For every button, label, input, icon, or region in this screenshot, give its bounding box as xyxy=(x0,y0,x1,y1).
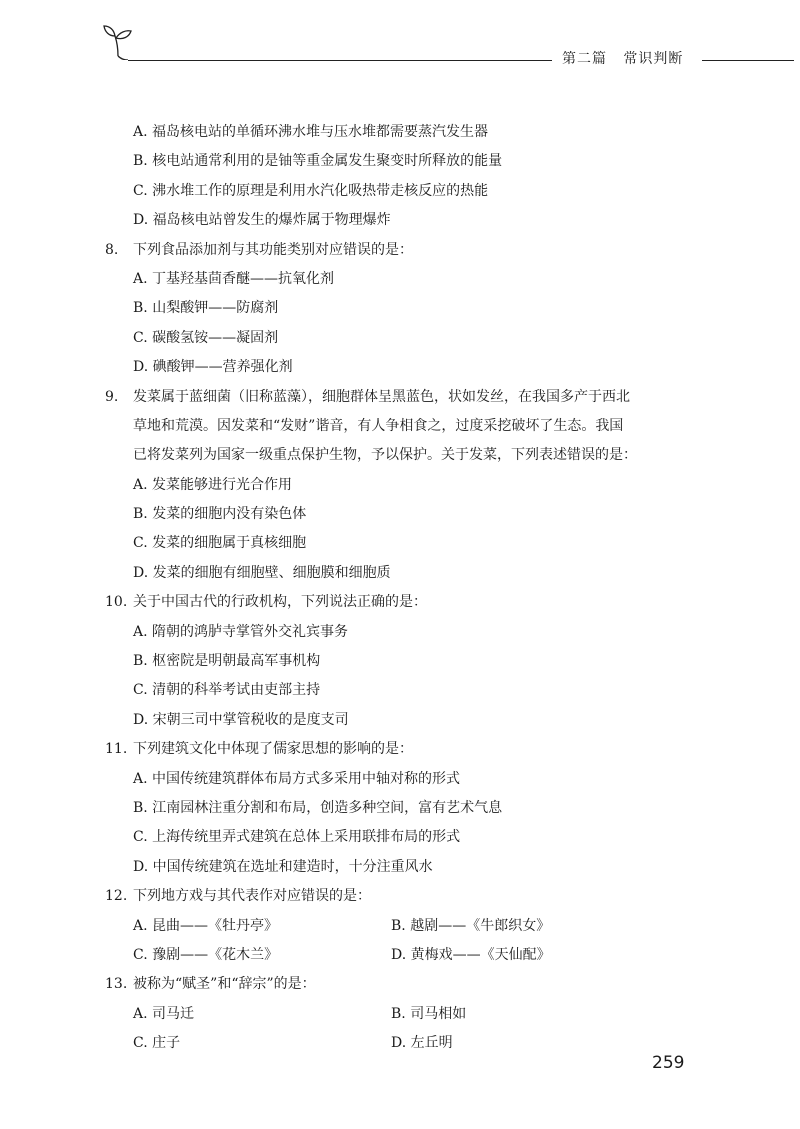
q12-option-a: A. 昆曲——《牡丹亭》 xyxy=(133,917,279,934)
q10-option-a: A. 隋朝的鸿胪寺掌管外交礼宾事务 xyxy=(133,623,349,640)
q9-stem-line-1 xyxy=(105,383,685,412)
q12-option-c: C. 豫剧——《花木兰》 xyxy=(133,946,279,963)
q9-option-a: A. 发菜能够进行光合作用 xyxy=(133,476,293,493)
q10-number: 10. xyxy=(105,594,128,611)
q11-option-d: D. 中国传统建筑在选址和建造时，十分注重风水 xyxy=(133,858,433,875)
q9-option-b: B. 发菜的细胞内没有染色体 xyxy=(133,506,307,523)
q8-option-c: C. 碳酸氢铵——凝固剂 xyxy=(133,329,279,346)
q10-option-d: D. 宋朝三司中掌管税收的是度支司 xyxy=(133,711,349,728)
q11-text: 下列建筑文化中体现了儒家思想的影响的是： xyxy=(133,741,413,758)
q7-option-a: A. 福岛核电站的单循环沸水堆与压水堆都需要蒸汽发生器 xyxy=(133,124,489,140)
q12-text: 下列地方戏与其代表作对应错误的是： xyxy=(133,888,371,905)
q11-option-a: A. 中国传统建筑群体布局方式多采用中轴对称的形式 xyxy=(133,770,461,787)
q13-number: 13. xyxy=(105,976,128,993)
q13-text: 被称为“赋圣”和“辞宗”的是： xyxy=(133,976,316,993)
q10-option-b: B. 枢密院是明朝最高军事机构 xyxy=(133,653,321,670)
q12-options-row-1 xyxy=(105,912,685,941)
header-section-title: 常识判断 xyxy=(623,51,684,67)
q11-number: 11. xyxy=(105,741,128,758)
question-list xyxy=(105,118,685,1059)
header-rule-right xyxy=(702,60,794,61)
q8-option-b: B. 山梨酸钾——防腐剂 xyxy=(133,300,279,317)
q10-stem xyxy=(105,588,685,617)
header-title xyxy=(562,48,683,68)
q8-option-a: A. 丁基羟基茴香醚——抗氧化剂 xyxy=(133,270,335,287)
q8-stem xyxy=(105,236,685,265)
q9-option-c: C. 发菜的细胞属于真核细胞 xyxy=(133,535,307,552)
q10-option-c: C. 清朝的科举考试由吏部主持 xyxy=(133,682,321,699)
q13-option-a: A. 司马迁 xyxy=(133,1005,195,1022)
q7-option-d: D. 福岛核电站曾发生的爆炸属于物理爆炸 xyxy=(133,212,391,229)
q7-option-b: B. 核电站通常利用的是铀等重金属发生聚变时所释放的能量 xyxy=(133,153,503,170)
q12-number: 12. xyxy=(105,888,128,905)
page-header xyxy=(0,0,800,80)
q9-stem-line-2: 草地和荒漠。因发菜和“发财”谐音，有人争相食之，过度采挖破坏了生态。我国 xyxy=(133,417,624,434)
q9-stem-line-3: 已将发菜列为国家一级重点保护生物，予以保护。关于发菜，下列表述错误的是： xyxy=(133,447,637,464)
q8-number: 8. xyxy=(105,241,119,258)
q9-number: 9. xyxy=(105,388,119,405)
q12-stem xyxy=(105,882,685,911)
q9-option-d: D. 发菜的细胞有细胞壁、细胞膜和细胞质 xyxy=(133,564,391,581)
q13-stem xyxy=(105,970,685,999)
q11-option-b: B. 江南园林注重分割和布局，创造多种空间，富有艺术气息 xyxy=(133,799,503,816)
header-section: 第二篇 xyxy=(562,51,607,67)
q13-options-row-1 xyxy=(105,1000,685,1029)
q12-option-d: D. 黄梅戏——《天仙配》 xyxy=(391,946,551,963)
q9-text-1: 发菜属于蓝细菌（旧称蓝藻），细胞群体呈黑蓝色，状如发丝，在我国多产于西北 xyxy=(133,388,630,405)
q8-text: 下列食品添加剂与其功能类别对应错误的是： xyxy=(133,241,413,258)
sprout-icon xyxy=(100,20,136,60)
page-number: 259 xyxy=(652,1053,685,1073)
q8-option-d: D. 碘酸钾——营养强化剂 xyxy=(133,359,293,376)
q13-option-c: C. 庄子 xyxy=(133,1035,181,1052)
q11-option-c: C. 上海传统里弄式建筑在总体上采用联排布局的形式 xyxy=(133,829,461,846)
header-rule-left xyxy=(128,60,552,61)
q13-option-b: B. 司马相如 xyxy=(391,1005,467,1022)
q12-option-b: B. 越剧——《牛郎织女》 xyxy=(391,917,551,934)
q13-options-row-2 xyxy=(105,1029,685,1058)
q12-options-row-2 xyxy=(105,941,685,970)
q13-option-d: D. 左丘明 xyxy=(391,1035,453,1052)
q11-stem xyxy=(105,735,685,764)
q7-option-c: C. 沸水堆工作的原理是利用水汽化吸热带走核反应的热能 xyxy=(133,182,489,199)
q10-text: 关于中国古代的行政机构，下列说法正确的是： xyxy=(133,594,427,611)
